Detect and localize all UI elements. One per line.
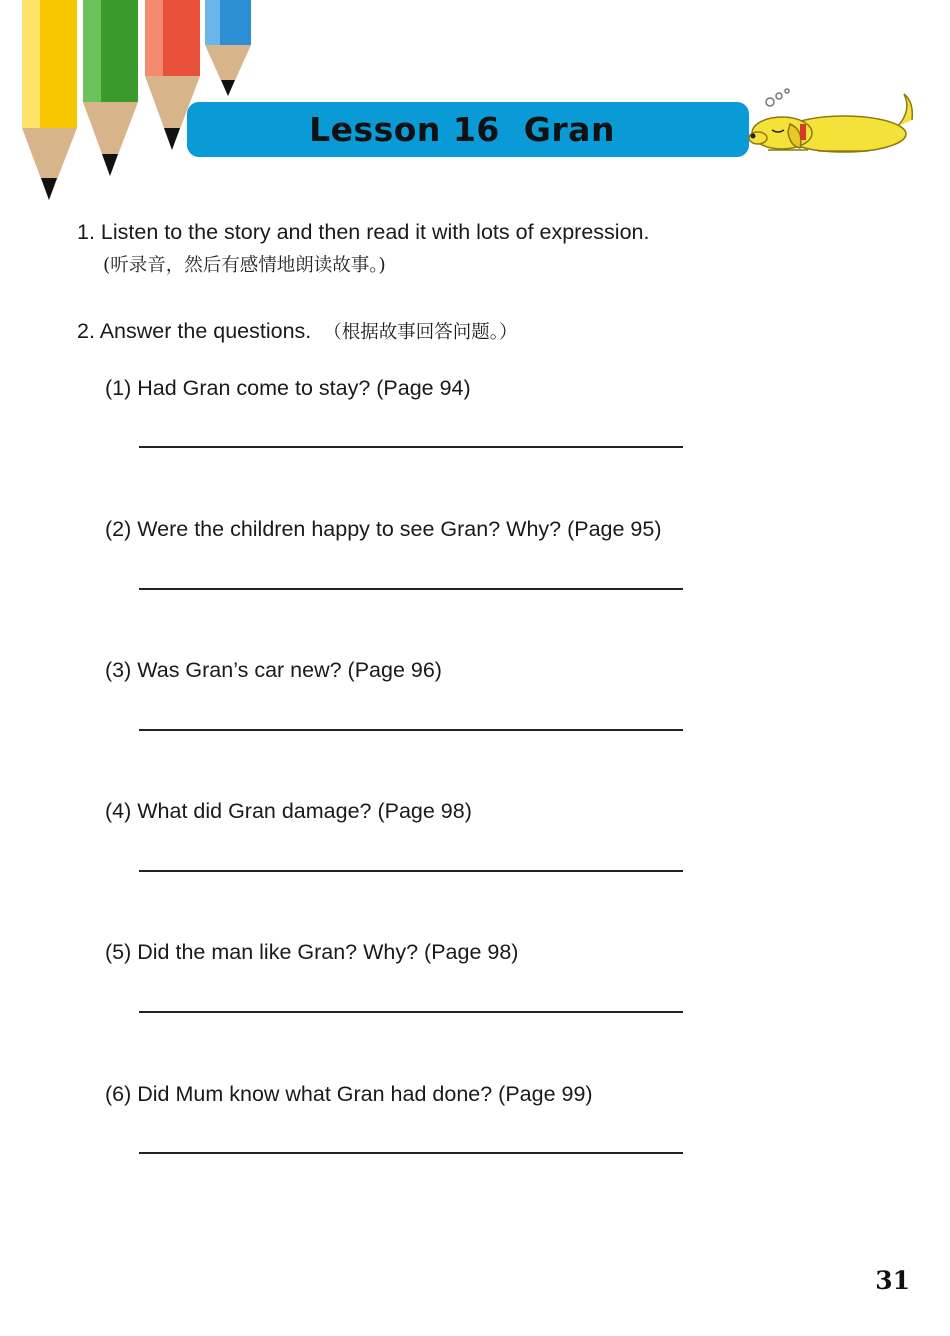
blue-pencil-icon <box>205 0 251 96</box>
green-pencil-icon <box>83 0 138 176</box>
sleeping-dog-icon <box>748 88 918 158</box>
question-6: (6) Did Mum know what Gran had done? (Page 99) <box>105 1082 593 1106</box>
answer-line-4[interactable] <box>139 870 683 872</box>
question-4: (4) What did Gran damage? (Page 98) <box>105 799 472 823</box>
question-2: (2) Were the children happy to see Gran? Why? (Page 95) <box>105 517 662 541</box>
instruction-1: 1. Listen to the story and then read it with lots of expression. <box>77 220 650 244</box>
answer-line-1[interactable] <box>139 446 683 448</box>
page-title: Lesson 16 Gran <box>309 110 615 149</box>
question-5: (5) Did the man like Gran? Why? (Page 98) <box>105 940 519 964</box>
instruction-2-text: 2. Answer the questions. <box>77 319 312 343</box>
answer-line-5[interactable] <box>139 1011 683 1013</box>
title-banner <box>187 102 749 157</box>
yellow-pencil-icon <box>22 0 77 200</box>
instruction-1-translation: (听录音，然后有感情地朗读故事。) <box>103 255 386 276</box>
answer-line-6[interactable] <box>139 1152 683 1154</box>
question-3: (3) Was Gran’s car new? (Page 96) <box>105 658 442 682</box>
answer-line-2[interactable] <box>139 588 683 590</box>
instruction-2-translation: （根据故事回答问题。） <box>323 322 518 343</box>
page-number: 31 <box>875 1266 910 1295</box>
answer-line-3[interactable] <box>139 729 683 731</box>
instruction-2 <box>77 318 518 344</box>
question-1: (1) Had Gran come to stay? (Page 94) <box>105 376 471 400</box>
